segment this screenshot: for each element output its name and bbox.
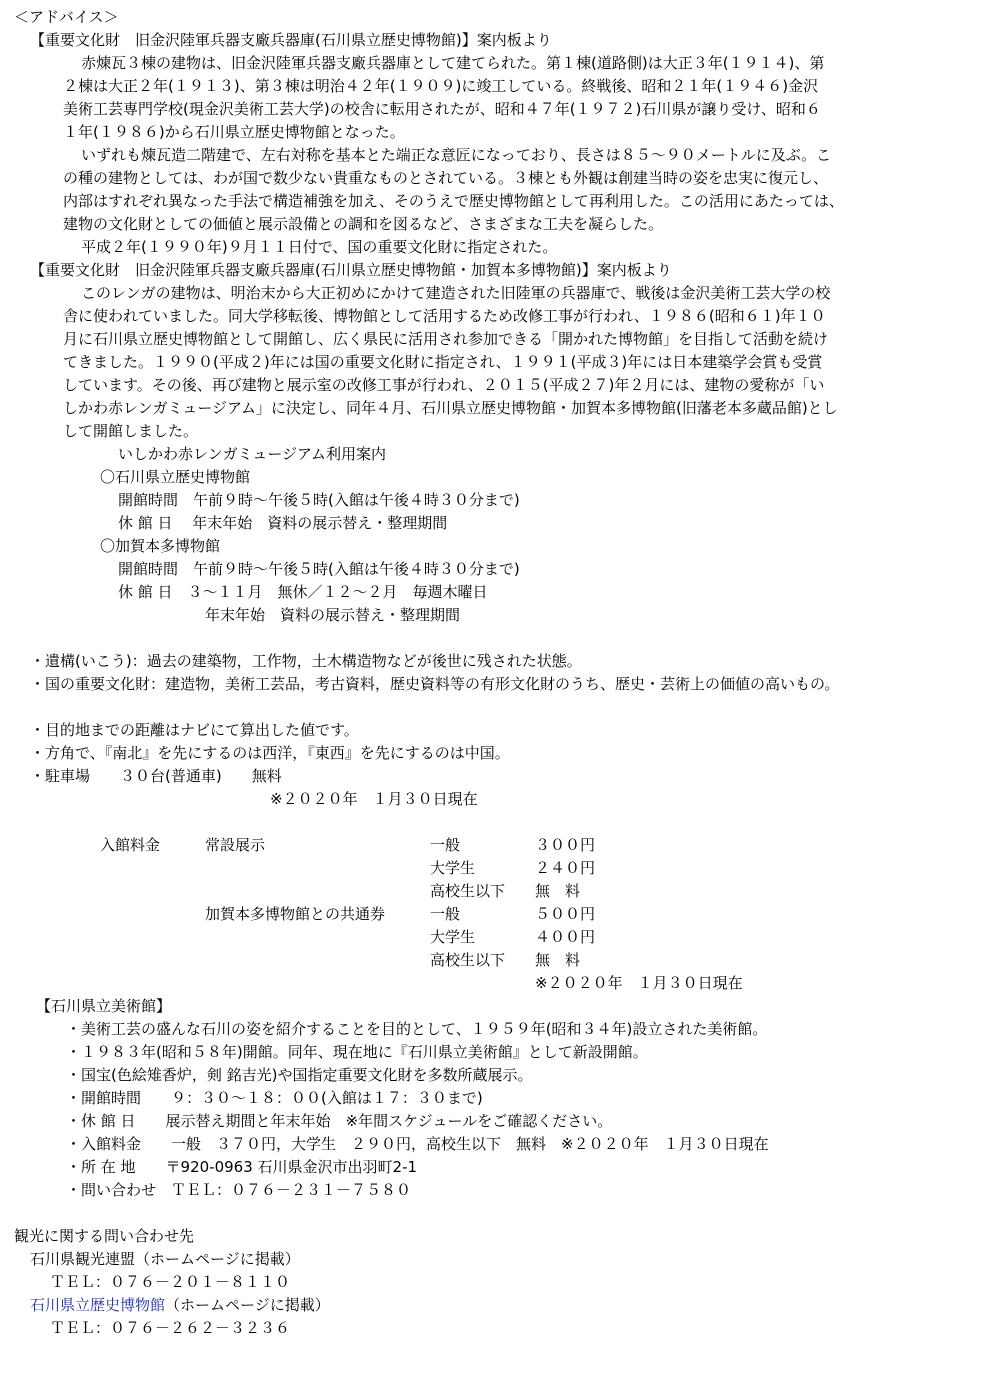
- sign1-line: いずれも煉瓦造二階建で、左右対称を基本とた端正な意匠になっており、長さは８５～９０メートルに及ぶ。こ: [81, 146, 832, 164]
- sign2-line: して開館しました。: [63, 422, 199, 440]
- fee-who: 高校生以下: [430, 951, 506, 969]
- museum2-closed: 年末年始 資料の展示替え・整理期間: [205, 606, 461, 624]
- museum2-name: 〇加賀本多博物館: [100, 537, 221, 555]
- fee-price: ２４０円: [535, 859, 596, 877]
- fee-who: 一般: [430, 836, 461, 854]
- sign1-line: 赤煉瓦３棟の建物は、旧金沢陸軍兵器支廠兵器庫として建てられた。第１棟(道路側)は大正３年(１９１４)、第: [81, 54, 825, 72]
- contact-org-note: （ホームページに掲載）: [165, 1296, 330, 1314]
- fee-label: 入館料金: [100, 836, 161, 854]
- contact-tel: ＴＥＬ：０７６－２０１－８１１０: [50, 1273, 291, 1291]
- note-item: ・国の重要文化財：建造物，美術工芸品，考古資料，歴史資料等の有形文化財のうち、歴史・芸術上の価値の高いもの。: [30, 675, 840, 693]
- sign2-line: 舎に使われていました。同大学移転後、博物館として活用するため改修工事が行われ、１９８６(昭和６１)年１０: [63, 307, 826, 325]
- fee-price: ４００円: [535, 928, 596, 946]
- guide-title: いしかわ赤レンガミュージアム利用案内: [118, 445, 386, 463]
- fee-category: 加賀本多博物館との共通券: [205, 905, 386, 923]
- sign1-line: の種の建物としては、わが国で数少ない貴重なものとされている。３棟とも外観は創建当時の姿を忠実に復元し、: [63, 169, 829, 187]
- fee-category: 常設展示: [205, 836, 266, 854]
- sign2-title: 【重要文化財 旧金沢陸軍兵器支廠兵器庫(石川県立歴史博物館・加賀本多博物館)】案内板より: [30, 261, 672, 279]
- museum2-hours: 開館時間 午前９時～午後５時(入館は午後４時３０分まで): [118, 560, 520, 578]
- fee-asof: ※２０２０年 １月３０日現在: [535, 974, 743, 992]
- sign1-line: 美術工芸専門学校(現金沢美術工芸大学)の校舎に転用されたが、昭和４７年(１９７２)石川県が譲り受け、昭和６: [63, 100, 821, 118]
- note-item: ・方角で、『南北』を先にするのは西洋，『東西』を先にするのは中国。: [30, 744, 510, 762]
- sign1-line: ２棟は大正２年(１９１３)、第３棟は明治４２年(１９０９)に竣工している。終戦後、昭和２１年(１９４６)金沢: [63, 77, 819, 95]
- note-item: ・目的地までの距離はナビにて算出した値です。: [30, 721, 359, 739]
- sign1-title: 【重要文化財 旧金沢陸軍兵器支廠兵器庫(石川県立歴史博物館)】案内板より: [30, 31, 552, 49]
- museum1-name: 〇石川県立歴史博物館: [100, 468, 251, 486]
- advice-header: ＜アドバイス＞: [14, 8, 119, 26]
- museum1-closed: 休 館 日 年末年始 資料の展示替え・整理期間: [118, 514, 448, 532]
- sign2-line: 月に石川県立歴史博物館として開館し、広く県民に活用され参加できる「開かれた博物館」を目指して活動を続け: [63, 330, 829, 348]
- fee-who: 大学生: [430, 859, 476, 877]
- sign2-line: てきました。１９９０(平成２)年には国の重要文化財に指定され、１９９１(平成３)年には日本建築学会賞も受賞: [63, 353, 823, 371]
- fee-price: ３００円: [535, 836, 596, 854]
- sign1-line: 平成２年(１９９０年)９月１１日付で、国の重要文化財に指定された。: [81, 238, 558, 256]
- fee-who: 一般: [430, 905, 461, 923]
- art-museum-title: 【石川県立美術館】: [36, 997, 172, 1015]
- sign1-line: 内部はすれぞれ異なった手法で構造補強を加え、そのうえで歴史博物館として再利用した。この活用にあたっては、: [63, 192, 844, 210]
- parking-asof: ※２０２０年 １月３０日現在: [270, 790, 478, 808]
- art-museum-line: ・問い合わせ ＴＥＬ：０７６－２３１－７５８０: [66, 1181, 412, 1199]
- sign2-line: しています。その後、再び建物と展示室の改修工事が行われ、２０１５(平成２７)年２月には、建物の愛称が「い: [63, 376, 825, 394]
- art-museum-line: ・１９８３年(昭和５８年)開館。同年、現在地に『石川県立美術館』として新設開館。: [66, 1043, 648, 1061]
- art-museum-line: ・休 館 日 展示替え期間と年末年始 ※年間スケジュールをご確認ください。: [66, 1112, 613, 1130]
- sign2-line: このレンガの建物は、明治末から大正初めにかけて建造された旧陸軍の兵器庫で、戦後は金沢美術工芸大学の校: [81, 284, 831, 302]
- art-museum-line: ・開館時間 ９：３０～１８：００(入館は１７：３０まで): [66, 1089, 483, 1107]
- fee-price: 無 料: [535, 951, 581, 969]
- sign2-line: しかわ赤レンガミュージアム」に決定し、同年４月、石川県立歴史博物館・加賀本多博物館(旧藩老本多蔵品館)とし: [63, 399, 838, 417]
- sign1-line: 建物の文化財としての価値と展示設備との調和を図るなど、さまざまな工夫を凝らした。: [63, 215, 664, 233]
- note-item: ・駐車場 ３０台(普通車) 無料: [30, 767, 282, 785]
- art-museum-line: ・国宝(色絵雉香炉，剣 銘吉光)や国指定重要文化財を多数所蔵展示。: [66, 1066, 533, 1084]
- contact-org-link[interactable]: 石川県立歴史博物館: [30, 1296, 166, 1314]
- fee-who: 大学生: [430, 928, 476, 946]
- contact-tel: ＴＥＬ：０７６－２６２－３２３６: [50, 1319, 291, 1337]
- sign1-line: １年(１９８６)から石川県立歴史博物館となった。: [63, 123, 405, 141]
- art-museum-line: ・美術工芸の盛んな石川の姿を紹介することを目的として、１９５９年(昭和３４年)設立された美術館。: [66, 1020, 768, 1038]
- contacts-title: 観光に関する問い合わせ先: [14, 1227, 195, 1245]
- contact-org: 石川県観光連盟（ホームページに掲載）: [30, 1250, 300, 1268]
- fee-who: 高校生以下: [430, 882, 506, 900]
- art-museum-line: ・所 在 地 〒920-0963 石川県金沢市出羽町2-1: [66, 1158, 418, 1176]
- contact-org: [30, 1294, 330, 1316]
- fee-price: 無 料: [535, 882, 581, 900]
- museum2-closed: 休 館 日 ３～１１月 無休／１２～２月 毎週木曜日: [118, 583, 488, 601]
- fee-price: ５００円: [535, 905, 596, 923]
- museum1-hours: 開館時間 午前９時～午後５時(入館は午後４時３０分まで): [118, 491, 520, 509]
- art-museum-line: ・入館料金 一般 ３７０円，大学生 ２９０円，高校生以下 無料 ※２０２０年 １月３０日現在: [66, 1135, 769, 1153]
- note-item: ・遺構(いこう)：過去の建築物，工作物，土木構造物などが後世に残された状態。: [30, 652, 582, 670]
